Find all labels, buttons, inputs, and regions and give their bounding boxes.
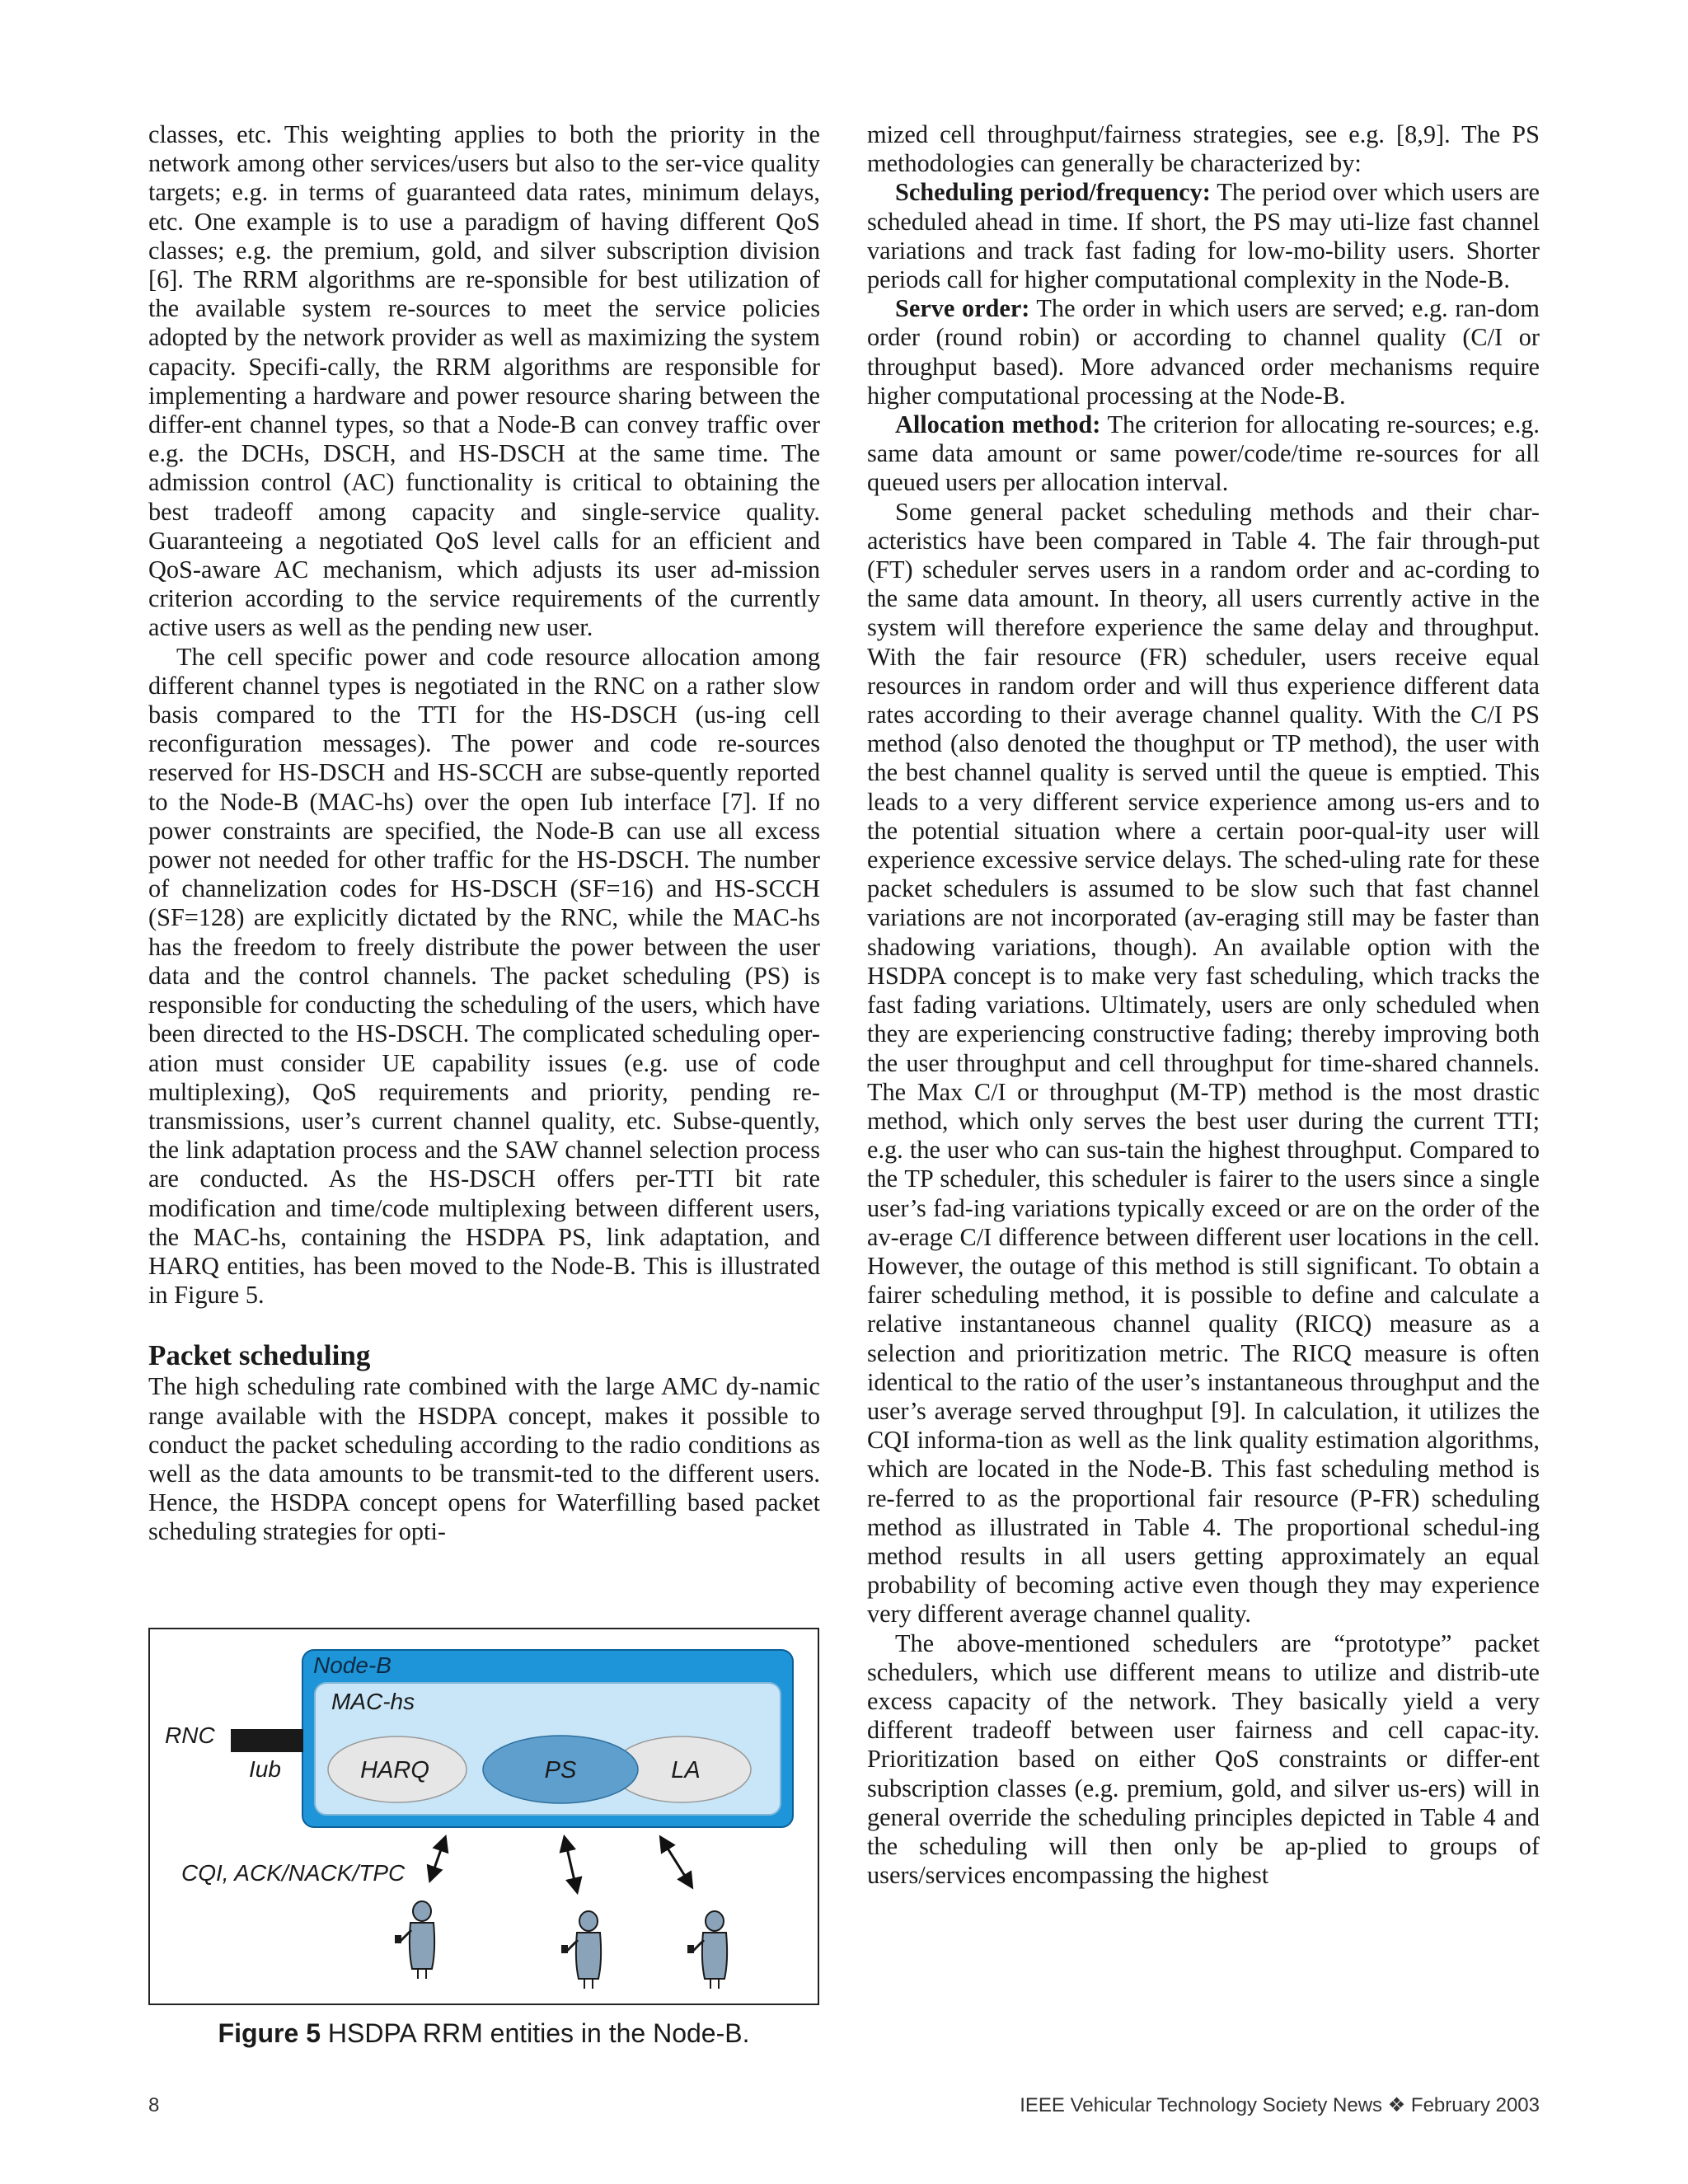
paragraph: The above-mentioned schedulers are “prototype” packet schedulers, which use different means to utilize and distrib-ute excess capacity of the network. They basically yield a very different tradeoff between user fairness and cell capac-ity. Prioritization based on either QoS constraints or differ-ent subscription classes (e.g. premium, gold, and silver us-ers) will in general override the scheduling principles depicted in Table 4 and the scheduling will then only be ap-plied to groups of users/services encompassing the highest (867, 1629, 1540, 1890)
journal-footer (1020, 2094, 1540, 2117)
journal-name: IEEE Vehicular Technology Society News (1020, 2094, 1383, 2116)
double-arrow (661, 1838, 692, 1886)
issue-date: February 2003 (1410, 2094, 1540, 2116)
term-label: Allocation method: (895, 410, 1101, 439)
figure-caption (148, 2018, 819, 2049)
left-column (148, 120, 820, 1547)
paragraph: The cell specific power and code resource allocation among different channel types is negotiated in the RNC on a rather slow basis compared to the TTI for the HS-DSCH (us-ing cell reconfiguration messages). The power and code re-sources reserved for HS-DSCH and HS-SCCH are subse-quently reported to the Node-B (MAC-hs) over the open Iub interface [7]. If no power constraints are specified, the Node-B can use all excess power not needed for other traffic for the HS-DSCH. The number of channelization codes for HS-DSCH (SF=16) and HS-SCCH (SF=128) are explicitly dictated by the RNC, while the MAC-hs has the freedom to freely distribute the power between the user data and the control channels. The packet scheduling (PS) is responsible for conducting the scheduling of the users, which have been directed to the HS-DSCH. The complicated scheduling oper-ation must consider UE capability issues (e.g. use of code multiplexing), QoS requirements and priority, pending re-transmissions, user’s current channel quality, etc. Subse-quently, the link adaptation process and the SAW channel selection process are conducted. As the HS-DSCH offers per-TTI bit rate modification and time/code multiplexing between different users, the MAC-hs, containing the HSDPA PS, link adaptation, and HARQ entities, has been moved to the Node-B. This is illustrated in Figure 5. (148, 642, 820, 1310)
paragraph (867, 410, 1540, 498)
figure-5 (148, 1628, 819, 2005)
user-icon (395, 1901, 434, 1979)
harq-label: HARQ (360, 1757, 429, 1783)
section-heading: Packet scheduling (148, 1339, 371, 1372)
term-label: Serve order: (895, 294, 1030, 323)
right-column (867, 120, 1540, 1890)
paragraph: The high scheduling rate combined with the large AMC dy-namic range available with the HSDPA concept, makes it possible to conduct the packet scheduling according to the radio conditions as well as the data amounts to be transmit-ted to the different users. Hence, the HSDPA concept opens for Waterfilling based packet scheduling strategies for opti- (148, 1372, 820, 1546)
separator-icon: ❖ (1387, 2094, 1406, 2116)
paragraph: mized cell throughput/fairness strategies, see e.g. [8,9]. The PS methodologies can generally be characterized by: (867, 120, 1540, 178)
mac-hs-label: MAC-hs (331, 1689, 415, 1714)
paragraph (867, 294, 1540, 410)
term-definition: The order in which users are served; e.g. ran-dom order (round robin) or according to channel quality (C/I or throughput based). More advanced order mechanisms require higher computational processing at the Node-B. (867, 294, 1540, 410)
paragraph: Some general packet scheduling methods and their char-acteristics have been compared in Table 4. The fair through-put (FT) scheduler serves users in a random order and ac-cording to the same data amount. In theory, all users currently active in the system will therefore experience the same delay and throughput. With the fair resource (FR) scheduler, users receive equal resources in random order and will thus experience different data rates according to their average channel quality. With the C/I PS method (also denoted the thoughput or TP method), the user with the best channel quality is served until the queue is emptied. This leads to a very different service experience among us-ers and to the potential situation where a certain poor-qual-ity user will experience excessive service delays. The sched-uling rate for these packet schedulers is assumed to be slow such that fast channel variations are not incorporated (av-eraging still may be faster than shadowing variations, though). An available option with the HSDPA concept is to make very fast scheduling, which tracks the fast fading variations. Ultimately, users are only scheduled when they are experiencing constructive fading; thereby improving both the user throughput and cell throughput for time-shared channels. The Max C/I or throughput (M-TP) method is the most drastic method, which only serves the best user during the current TTI; e.g. the user who can sus-tain the highest throughput. Compared to the TP scheduler, this scheduler is fairer to the users since a single user’s fad-ing variations typically exceed or are on the order of the av-erage C/I difference between different user locations in the cell. However, the outage of this method is still significant. To obtain a fairer scheduling method, it is possible to define and calculate a relative instantaneous channel quality (RICQ) measure as a selection and prioritization metric. The RICQ measure is often identical to the ratio of the user’s instantaneous throughput and the user’s average served throughput [9]. In calculation, it utilizes the CQI informa-tion as well as the link quality estimation algorithms, which are located in the Node-B. This fast scheduling method is re-ferred to as the proportional fair resource (P-FR) scheduling method as illustrated in Table 4. The proportional schedul-ing method results in all users getting approximately an equal probability of becoming active even though they may experience very different average channel quality. (867, 497, 1540, 1629)
page-number: 8 (148, 2094, 160, 2116)
figure-number: Figure 5 (218, 2018, 321, 2048)
user-icon (561, 1911, 601, 1989)
node-b-label: Node-B (313, 1652, 392, 1678)
la-label: LA (671, 1757, 701, 1783)
iub-link (231, 1729, 303, 1752)
double-arrow (430, 1838, 445, 1880)
user-icon (687, 1911, 727, 1989)
node-b-diagram (150, 1629, 818, 2004)
term-definition: The period over which users are scheduled ahead in time. If short, the PS may uti-lize fast channel variations and track fast fading for low-mo-bility users. Shorter periods call for higher computational complexity in the Node-B. (867, 178, 1540, 294)
term-label: Scheduling period/frequency: (895, 178, 1211, 207)
rnc-label: RNC (165, 1722, 215, 1748)
term-definition: The criterion for allocating re-sources; e.g. same data amount or same power/code/time re-sources for all queued users per allocation interval. (867, 410, 1540, 497)
double-arrow (565, 1838, 577, 1891)
cqi-label: CQI, ACK/NACK/TPC (181, 1860, 406, 1886)
ps-label: PS (544, 1757, 577, 1783)
iub-label: Iub (249, 1756, 281, 1782)
paragraph: classes, etc. This weighting applies to both the priority in the network among other services/users but also to the ser-vice quality targets; e.g. in terms of guaranteed data rates, minimum delays, etc. One example is to use a paradigm of having different QoS classes; e.g. the premium, gold, and silver subscription division [6]. The RRM algorithms are re-sponsible for best utilization of the available system re-sources to meet the service policies adopted by the network provider as well as maximizing the system capacity. Specifi-cally, the RRM algorithms are responsible for implementing a hardware and power resource sharing between the differ-ent channel types, so that a Node-B can convey traffic over e.g. the DCHs, DSCH, and HS-DSCH at the same time. The admission control (AC) functionality is critical to obtaining the best tradeoff among capacity and single-service quality. Guaranteeing a negotiated QoS level calls for an efficient and QoS-aware AC mechanism, which adjusts its user ad-mission criterion according to the service requirements of the currently active users as well as the pending new user. (148, 120, 820, 642)
figure-caption-text: HSDPA RRM entities in the Node-B. (320, 2018, 750, 2048)
paragraph (867, 178, 1540, 294)
